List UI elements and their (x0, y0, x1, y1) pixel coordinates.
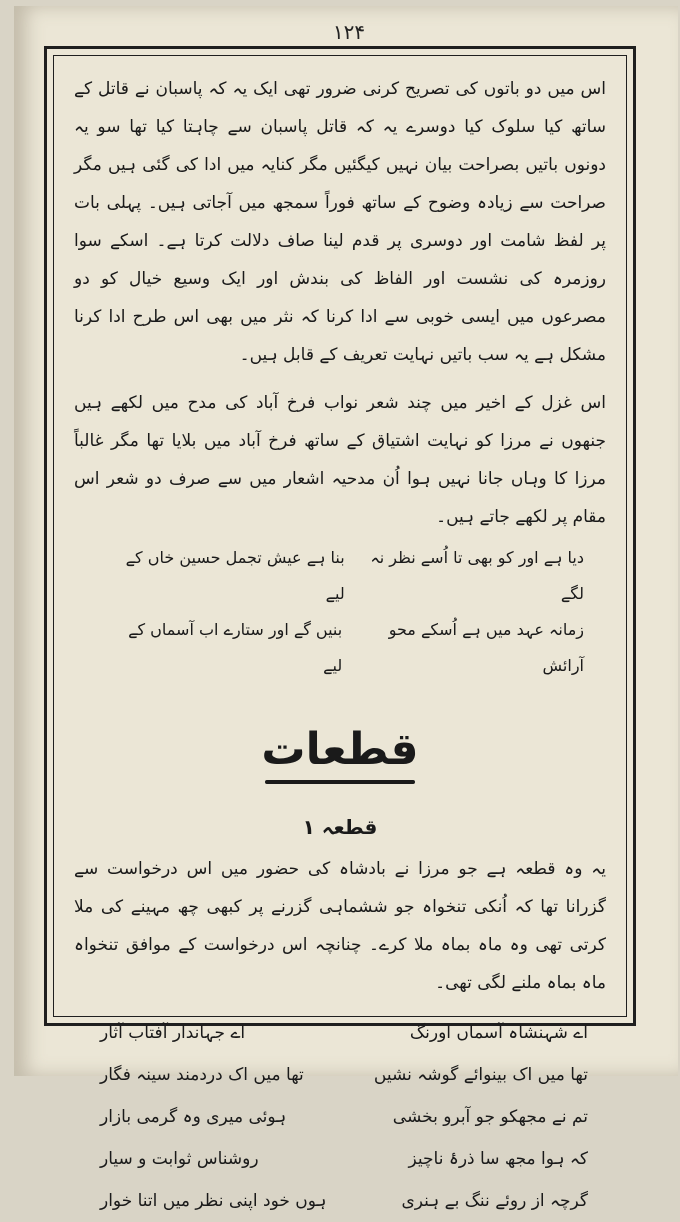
section-heading: قطعات (261, 724, 419, 775)
page-border-inner (53, 55, 627, 1211)
book-page (14, 6, 678, 1211)
couplet-hemistich-right: دیا ہے اور کو بھی تا اُسے نظر نہ لگے (370, 548, 584, 603)
verse-row (74, 1054, 606, 1096)
verse-hemistich-left: ہوئی میری وہ گرمی بازار (100, 1107, 287, 1127)
verse-hemistich-left: تھا میں اک دردمند سینہ فگار (100, 1065, 304, 1085)
verse-hemistich-left: اے جہاندار آفتاب آثار (100, 1023, 246, 1043)
verse-hemistich-right: گرچہ از روئے ننگ بے ہنری (401, 1191, 588, 1211)
couplet-hemistich-left: بنیں گے اور ستارے اب آسماں کے لیے (128, 620, 343, 675)
verse-hemistich-left: روشناس ثوابت و سیار (100, 1149, 259, 1169)
verse-row (74, 1012, 606, 1054)
verse-hemistich-left: ہوں خود اپنی نظر میں اتنا خوار (100, 1191, 327, 1211)
section-subheading: قطعہ ۱ (302, 815, 378, 839)
couplet-hemistich-right: زمانہ عہد میں ہے اُسکے محو آرائش (388, 620, 584, 675)
page-number: ۱۲۴ (332, 20, 366, 44)
paragraph-qita-intro: یہ وہ قطعہ ہے جو مرزا نے بادشاہ کی حضور میں اس درخواست سے گزرانا تھا کہ اُنکی تنخواہ جو ششماہی گزرنے پر کبھی چھ مہینے کی ملا کرتی تھی وہ ماہ بماہ ملا کرے۔ چنانچہ اس درخواست کے موافق تنخواہ ماہ بماہ ملنے لگی تھی۔ (74, 859, 606, 993)
verse-row (74, 1096, 606, 1138)
verse-hemistich-right: کہ ہوا مجھ سا ذرۂ ناچیز (408, 1149, 588, 1169)
verse-hemistich-right: اے شہنشاہ آسماں اورنگ (409, 1023, 588, 1043)
verse-block (74, 1012, 606, 1222)
couplet-row (74, 540, 606, 612)
verse-hemistich-right: تھا میں اک بینوائے گوشہ نشیں (373, 1065, 588, 1085)
verse-row (74, 1138, 606, 1180)
couplet-row (74, 612, 606, 684)
page-border (44, 46, 636, 1211)
verse-row (74, 1180, 606, 1222)
paragraph-commentary: اس میں دو باتوں کی تصریح کرنی ضرور تھی ایک یہ کہ پاسبان نے قاتل کے ساتھ کیا سلوک کیا دوسرے یہ کہ قاتل پاسبان سے چاہتا کیا تھا سو یہ دونوں باتیں بصراحت بیان نہیں کیگئیں مگر کنایہ میں ادا کی گئی ہیں مگر صراحت سے زیادہ وضوح کے ساتھ فوراً سمجھ میں آجاتی ہیں۔ پہلی بات پر لفظ شامت اور دوسری پر قدم لینا صاف دلالت کرتا ہے۔ اسکے سوا روزمرہ کی نشست اور الفاظ کی بندش اور ایک وسیع خیال کو دو مصرعوں میں ایسی خوبی سے ادا کرنا کہ نثر میں بھی اس طرح ادا کرنا مشکل ہے یہ سب باتیں نہایت تعریف کے قابل ہیں۔ (74, 79, 606, 365)
page-content (74, 70, 606, 1211)
paragraph-ghazal-note: اس غزل کے اخیر میں چند شعر نواب فرخ آباد کی مدح میں لکھے ہیں جنھوں نے مرزا کو نہایت اشتیاق کے ساتھ فرخ آباد میں بلایا تھا مگر غالباً مرزا کا وہاں جانا نہیں ہوا اُن مدحیہ اشعار میں سے صرف دو شعر اس مقام پر لکھے جاتے ہیں۔ (74, 393, 606, 527)
couplets-block (74, 540, 606, 684)
couplet-hemistich-left: بنا ہے عیش تجمل حسین خاں کے لیے (125, 548, 345, 603)
verse-hemistich-right: تم نے مجھکو جو آبرو بخشی (392, 1107, 588, 1127)
heading-underline (265, 780, 415, 784)
